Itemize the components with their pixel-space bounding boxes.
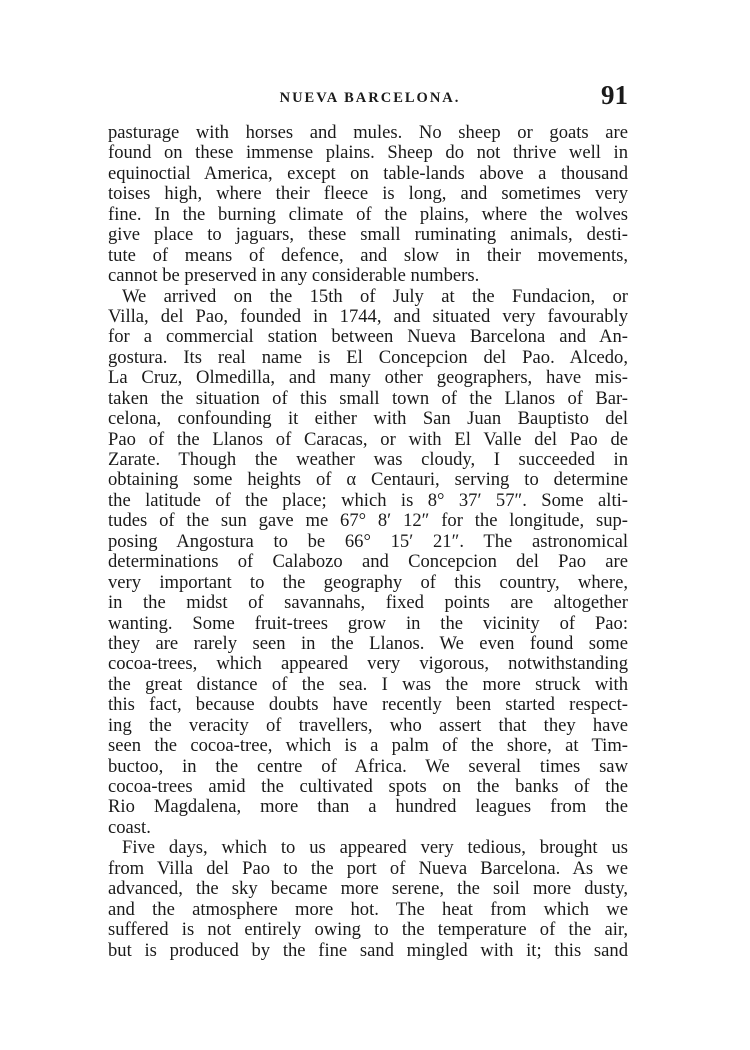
page-number: 91 <box>601 80 628 110</box>
text-line: the latitude of the place; which is 8° 37′ 57″. Some alti- <box>108 489 628 511</box>
text-line: Zarate. Though the weather was cloudy, I succeeded in <box>108 449 628 470</box>
text-line: and the atmosphere more hot. The heat from which we <box>108 898 628 920</box>
text-line: this fact, because doubts have recently been started respect- <box>108 694 628 716</box>
text-line: cannot be preserved in any considerable numbers. <box>108 265 480 287</box>
text-line: fine. In the burning climate of the plains, where the wolves <box>108 203 628 225</box>
text-line: tute of means of defence, and slow in their movements, <box>108 244 628 266</box>
text-line: the great distance of the sea. I was the more struck with <box>108 673 628 695</box>
text-line: suffered is not entirely owing to the temperature of the air, <box>108 919 628 941</box>
text-line: ing the veracity of travellers, who assert that they have <box>108 714 628 736</box>
text-line: from Villa del Pao to the port of Nueva Barcelona. As we <box>108 857 628 879</box>
running-head <box>108 80 632 116</box>
text-line: We arrived on the 15th of July at the Fundacion, or <box>122 285 628 307</box>
text-line: they are rarely seen in the Llanos. We even found some <box>108 632 628 654</box>
text-line: wanting. Some fruit-trees grow in the vicinity of Pao: <box>108 612 628 634</box>
text-line: posing Angostura to be 66° 15′ 21″. The astronomical <box>108 530 628 552</box>
text-line: Rio Magdalena, more than a hundred leagues from the <box>108 796 628 818</box>
text-line: give place to jaguars, these small ruminating animals, desti- <box>108 224 628 246</box>
text-line: buctoo, in the centre of Africa. We several times saw <box>108 755 628 777</box>
text-line: cocoa-trees amid the cultivated spots on the banks of the <box>108 776 628 797</box>
text-line: Villa, del Pao, founded in 1744, and situated very favourably <box>108 305 628 327</box>
text-line: Pao of the Llanos of Caracas, or with El Valle del Pao de <box>108 428 628 450</box>
text-line: celona, confounding it either with San Juan Bauptisto del <box>108 408 628 430</box>
text-line: advanced, the sky became more serene, the soil more dusty, <box>108 878 628 900</box>
body-text <box>108 123 628 961</box>
text-line: seen the cocoa-tree, which is a palm of the shore, at Tim- <box>108 735 628 757</box>
text-line: obtaining some heights of α Centauri, serving to determine <box>108 469 628 491</box>
text-line: Five days, which to us appeared very tedious, brought us <box>122 837 628 859</box>
text-line: taken the situation of this small town of the Llanos of Bar- <box>108 387 628 409</box>
text-line: found on these immense plains. Sheep do not thrive well in <box>108 142 628 164</box>
text-line: tudes of the sun gave me 67° 8′ 12″ for the longitude, sup- <box>108 510 628 532</box>
text-line: pasturage with horses and mules. No sheep or goats are <box>108 122 628 143</box>
text-line: cocoa-trees, which appeared very vigorous, notwithstanding <box>108 653 628 675</box>
running-title: NUEVA BARCELONA. <box>279 90 461 106</box>
text-line: in the midst of savannahs, fixed points are altogether <box>108 592 628 614</box>
text-line: but is produced by the fine sand mingled with it; this sand <box>108 939 628 961</box>
text-line: gostura. Its real name is El Concepcion del Pao. Alcedo, <box>108 346 628 368</box>
text-line: very important to the geography of this country, where, <box>108 571 628 593</box>
text-line: La Cruz, Olmedilla, and many other geographers, have mis- <box>108 367 628 389</box>
text-line: coast. <box>108 816 151 838</box>
text-line: for a commercial station between Nueva Barcelona and An- <box>108 326 628 348</box>
text-line: equinoctial America, except on table-lands above a thousand <box>108 162 628 184</box>
text-line: toises high, where their fleece is long, and sometimes very <box>108 183 628 205</box>
text-line: determinations of Calabozo and Concepcion del Pao are <box>108 551 628 573</box>
